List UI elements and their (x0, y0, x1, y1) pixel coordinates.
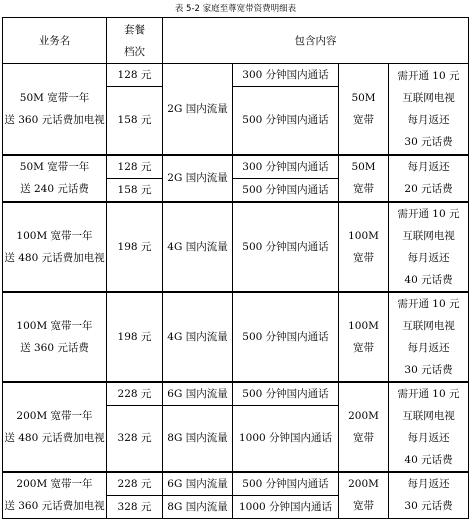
business-name-cell-line: 100M 宽带一年 (16, 229, 93, 242)
benefit-cell-line: 需开通 10 元 (397, 69, 460, 82)
traffic-cell-line: 4G 国内流量 (167, 240, 228, 253)
benefit-cell-line: 每月返还 (407, 113, 450, 126)
business-name-cell-line: 送 480 元话费加电视 (4, 431, 105, 444)
bandwidth-cell (339, 155, 389, 202)
tier-cell: 328 元 (107, 405, 163, 471)
bandwidth-cell-line: 200M (348, 478, 379, 490)
bandwidth-cell-line: 宽带 (353, 500, 374, 512)
benefit-cell-line: 互联网电视 (402, 229, 455, 242)
tier-cell: 328 元 (107, 495, 163, 518)
package-tier-header (107, 18, 163, 64)
call-cell: 500 分钟国内通话 (233, 382, 339, 406)
call-cell: 300 分钟国内通话 (233, 155, 339, 179)
bandwidth-cell-line: 50M (351, 91, 376, 104)
tier-cell: 158 元 (107, 178, 163, 202)
benefit-cell-line: 每月返还 (407, 251, 450, 264)
business-name-cell (3, 64, 107, 155)
benefit-cell-line: 互联网电视 (402, 409, 455, 422)
business-name-cell-line: 200M 宽带一年 (16, 478, 93, 490)
business-name-cell (3, 382, 107, 472)
call-cell: 1000 分钟国内通话 (233, 405, 339, 471)
benefit-cell-line: 互联网电视 (402, 319, 455, 332)
business-name-cell-line: 50M 宽带一年 (19, 91, 90, 104)
business-name-cell-line: 送 360 元话费加电视 (4, 113, 105, 126)
bandwidth-cell-line: 宽带 (353, 251, 374, 264)
business-name-cell-line: 送 360 元话费加电视 (4, 500, 105, 512)
benefit-cell-line: 每月返还 (407, 161, 450, 173)
business-name-cell (3, 472, 107, 519)
business-name-cell-line: 100M 宽带一年 (16, 319, 93, 332)
bandwidth-cell-line: 50M (351, 161, 376, 173)
tier-cell: 228 元 (107, 472, 163, 496)
call-cell: 300 分钟国内通话 (233, 64, 339, 87)
call-cell: 500 分钟国内通话 (233, 292, 339, 382)
bandwidth-cell-line: 宽带 (353, 341, 374, 354)
benefit-cell (389, 472, 469, 519)
tier-cell: 158 元 (107, 87, 163, 155)
traffic-cell: 8G 国内流量 (163, 495, 233, 518)
bandwidth-cell-line: 宽带 (353, 431, 374, 444)
call-cell: 500 分钟国内通话 (233, 472, 339, 496)
bandwidth-cell-line: 100M (348, 229, 379, 242)
bandwidth-cell (339, 202, 389, 292)
bandwidth-cell (339, 292, 389, 382)
call-cell: 1000 分钟国内通话 (233, 495, 339, 518)
call-cell: 500 分钟国内通话 (233, 178, 339, 202)
bandwidth-cell-line: 200M (348, 409, 379, 422)
benefit-cell (389, 382, 469, 472)
traffic-cell: 8G 国内流量 (163, 405, 233, 471)
package-tier-header-line1: 套餐 (124, 23, 145, 36)
traffic-cell (163, 202, 233, 292)
benefit-cell-line: 互联网电视 (402, 91, 455, 104)
header-row (3, 18, 469, 64)
table-row (3, 292, 469, 382)
benefit-cell (389, 155, 469, 202)
business-name-cell-line: 送 360 元话费 (20, 341, 89, 354)
traffic-cell-line: 2G 国内流量 (167, 172, 228, 184)
business-name-cell-line: 送 480 元话费加电视 (4, 251, 105, 264)
business-name-cell-line: 50M 宽带一年 (19, 161, 90, 173)
table-caption: 表 5-2 家庭至尊宽带资费明细表 (174, 4, 297, 14)
table-row (3, 64, 469, 87)
benefit-cell-line: 需开通 10 元 (397, 207, 460, 220)
traffic-cell: 6G 国内流量 (163, 472, 233, 496)
business-name-header: 业务名 (3, 18, 107, 64)
traffic-cell (163, 64, 233, 155)
tariff-table-body (3, 18, 469, 519)
benefit-cell-line: 需开通 10 元 (397, 387, 460, 400)
table-row (3, 472, 469, 496)
benefit-cell (389, 64, 469, 155)
call-cell: 500 分钟国内通话 (233, 202, 339, 292)
benefit-cell-line: 每月返还 (407, 431, 450, 444)
business-name-cell-line: 200M 宽带一年 (16, 409, 93, 422)
benefit-cell-line: 30 元话费 (404, 363, 453, 376)
traffic-cell (163, 292, 233, 382)
tier-cell: 198 元 (107, 202, 163, 292)
benefit-cell-line: 40 元话费 (404, 273, 453, 286)
table-row (3, 382, 469, 406)
benefit-cell-line: 每月返还 (407, 341, 450, 354)
tier-cell: 228 元 (107, 382, 163, 406)
business-name-cell (3, 292, 107, 382)
tier-cell: 198 元 (107, 292, 163, 382)
benefit-cell-line: 30 元话费 (404, 135, 453, 148)
bandwidth-cell-line: 宽带 (353, 113, 374, 126)
tier-cell: 128 元 (107, 155, 163, 179)
bandwidth-cell (339, 64, 389, 155)
business-name-cell (3, 202, 107, 292)
bandwidth-cell-line: 100M (348, 319, 379, 332)
benefit-cell-line: 30 元话费 (404, 500, 453, 512)
benefit-cell (389, 202, 469, 292)
tier-cell: 128 元 (107, 64, 163, 87)
traffic-cell: 6G 国内流量 (163, 382, 233, 406)
traffic-cell-line: 4G 国内流量 (167, 330, 228, 343)
business-name-cell-line: 送 240 元话费 (20, 183, 89, 195)
bandwidth-cell-line: 宽带 (353, 183, 374, 195)
benefit-cell-line: 每月返还 (407, 478, 450, 490)
call-cell: 500 分钟国内通话 (233, 87, 339, 155)
bandwidth-cell (339, 382, 389, 472)
traffic-cell-line: 2G 国内流量 (167, 102, 228, 115)
benefit-cell-line: 40 元话费 (404, 453, 453, 466)
table-row (3, 155, 469, 179)
business-name-cell (3, 155, 107, 202)
tariff-table (2, 17, 469, 519)
package-tier-header-line2: 档次 (124, 45, 145, 58)
traffic-cell (163, 155, 233, 202)
benefit-cell (389, 292, 469, 382)
contents-header: 包含内容 (163, 18, 469, 64)
bandwidth-cell (339, 472, 389, 519)
benefit-cell-line: 需开通 10 元 (397, 297, 460, 310)
table-row (3, 202, 469, 292)
benefit-cell-line: 20 元话费 (404, 183, 453, 195)
